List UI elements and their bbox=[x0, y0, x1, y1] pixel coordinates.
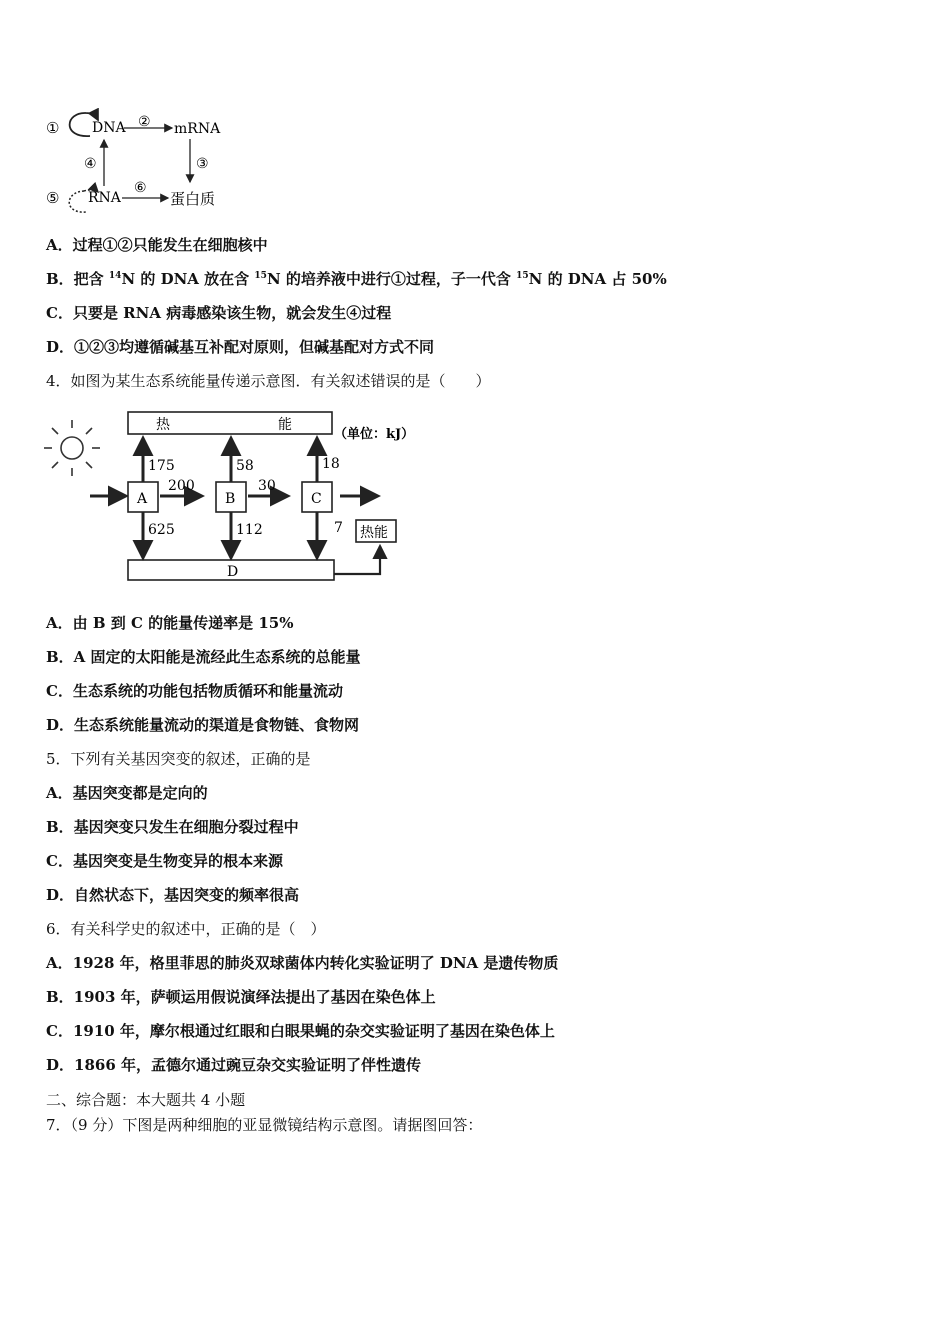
value-175: 175 bbox=[148, 458, 175, 474]
heat-bar-char-1: 热 bbox=[156, 417, 170, 433]
value-625: 625 bbox=[148, 522, 175, 538]
value-30: 30 bbox=[258, 478, 276, 494]
node-d-label: D bbox=[227, 564, 239, 580]
heat-box-label: 热能 bbox=[360, 525, 388, 541]
q3-b-sup-15b: 15 bbox=[516, 271, 529, 281]
unit-label: （单位：kJ） bbox=[334, 427, 415, 442]
node-b-label: B bbox=[225, 491, 236, 507]
central-dogma-diagram bbox=[40, 108, 240, 218]
q3-option-a: A．过程①②只能发生在细胞核中 bbox=[46, 236, 268, 254]
label-mrna: mRNA bbox=[174, 121, 221, 137]
q6-option-c: C．1910 年，摩尔根通过红眼和白眼果蝇的杂交实验证明了基因在染色体上 bbox=[46, 1022, 555, 1040]
node-c-label: C bbox=[311, 491, 322, 507]
value-200: 200 bbox=[168, 478, 195, 494]
node-a-label: A bbox=[137, 491, 148, 507]
q6-stem: 6．有关科学史的叙述中，正确的是（ ） bbox=[46, 920, 326, 938]
value-7: 7 bbox=[334, 520, 343, 536]
q3-option-b bbox=[46, 269, 667, 289]
label-dna: DNA bbox=[92, 120, 126, 136]
label-circle-3: ③ bbox=[196, 156, 209, 172]
q3-option-c: C．只要是 RNA 病毒感染该生物，就会发生④过程 bbox=[46, 304, 392, 322]
q4-option-c: C．生态系统的功能包括物质循环和能量流动 bbox=[46, 682, 343, 700]
section-2-heading: 二、综合题：本大题共 4 小题 bbox=[46, 1091, 246, 1109]
q4-stem: 4．如图为某生态系统能量传递示意图．有关叙述错误的是（ ） bbox=[46, 372, 491, 390]
q6-option-d: D．1866 年，孟德尔通过豌豆杂交实验证明了伴性遗传 bbox=[46, 1056, 421, 1074]
q6-option-a: A．1928 年，格里菲思的肺炎双球菌体内转化实验证明了 DNA 是遗传物质 bbox=[46, 954, 559, 972]
q5-stem: 5．下列有关基因突变的叙述，正确的是 bbox=[46, 750, 311, 768]
q6-option-b: B．1903 年，萨顿运用假说演绎法提出了基因在染色体上 bbox=[46, 988, 436, 1006]
label-protein: 蛋白质 bbox=[170, 190, 216, 208]
value-112: 112 bbox=[236, 522, 263, 538]
q3-option-d: D．①②③均遵循碱基互补配对原则，但碱基配对方式不同 bbox=[46, 338, 435, 356]
q4-option-d: D．生态系统能量流动的渠道是食物链、食物网 bbox=[46, 716, 360, 734]
q3-b-mid2: N 的培养液中进行①过程，子一代含 bbox=[266, 270, 517, 288]
q3-b-sup-15a: 15 bbox=[254, 271, 267, 281]
q4-option-a: A．由 B 到 C 的能量传递率是 15% bbox=[46, 614, 294, 632]
label-circle-4: ④ bbox=[84, 156, 97, 172]
label-circle-5: ⑤ bbox=[46, 189, 60, 207]
label-circle-6: ⑥ bbox=[134, 180, 147, 196]
q7-stem: 7．（9 分）下图是两种细胞的亚显微镜结构示意图。请据图回答： bbox=[46, 1116, 483, 1134]
label-circle-2: ② bbox=[138, 114, 151, 130]
q5-option-b: B．基因突变只发生在细胞分裂过程中 bbox=[46, 818, 299, 836]
q3-b-pre: B．把含 bbox=[46, 270, 109, 288]
q3-b-post: N 的 DNA 占 50% bbox=[528, 270, 667, 288]
sun-icon bbox=[44, 420, 100, 476]
q5-option-a: A．基因突变都是定向的 bbox=[46, 784, 208, 802]
label-circle-1: ① bbox=[46, 119, 60, 137]
q3-b-sup-14: 14 bbox=[108, 271, 122, 281]
d-to-heat-arrow bbox=[334, 546, 380, 574]
value-18: 18 bbox=[322, 456, 340, 472]
rna-replication-dashed-loop bbox=[69, 191, 86, 212]
energy-flow-diagram bbox=[44, 408, 444, 588]
q3-b-mid1: N 的 DNA 放在含 bbox=[121, 270, 255, 288]
heat-bar-char-2: 能 bbox=[278, 417, 292, 433]
q5-option-c: C．基因突变是生物变异的根本来源 bbox=[46, 852, 283, 870]
value-58: 58 bbox=[236, 458, 254, 474]
label-rna: RNA bbox=[88, 190, 121, 206]
q5-option-d: D．自然状态下，基因突变的频率很高 bbox=[46, 886, 300, 904]
q4-option-b: B．A 固定的太阳能是流经此生态系统的总能量 bbox=[46, 648, 361, 666]
